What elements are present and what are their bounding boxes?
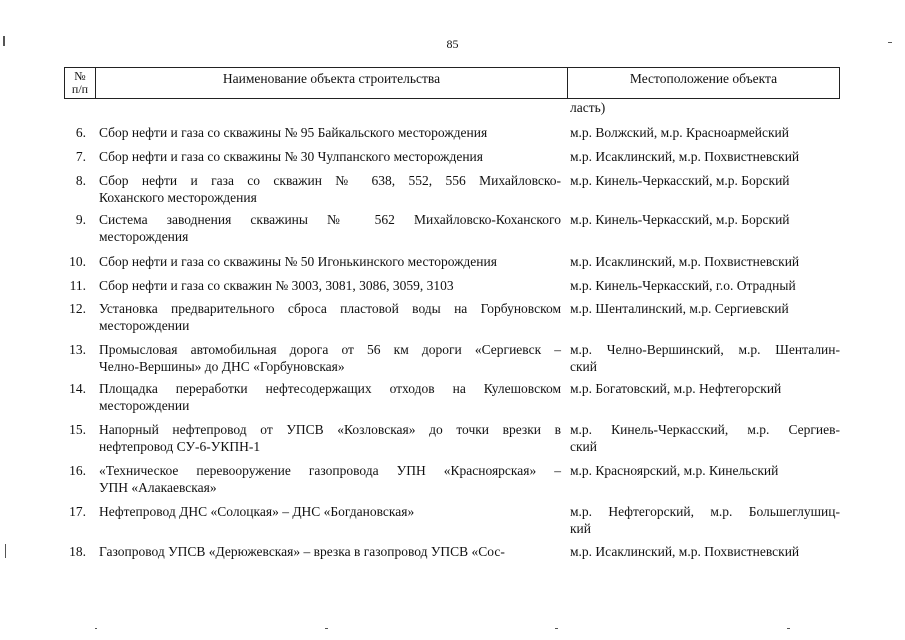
object-location bbox=[570, 422, 840, 455]
object-location-line: м.р. Исаклинский, м.р. Похвистневский bbox=[570, 149, 800, 164]
object-name bbox=[99, 125, 561, 142]
object-location bbox=[570, 544, 840, 561]
page-number: 85 bbox=[446, 37, 459, 51]
object-location-line: м.р. Исаклинский, м.р. Похвистневский bbox=[570, 254, 800, 269]
object-name-line: Нефтепровод ДНС «Солоцкая» – ДНС «Богдановская» bbox=[99, 504, 415, 519]
object-location bbox=[570, 504, 840, 537]
row-number: 15. bbox=[69, 422, 86, 437]
object-name-line: Установка предварительного сброса пластовой воды на Горбуновском bbox=[99, 301, 561, 316]
object-name bbox=[99, 504, 561, 521]
object-location-line: м.р. Кинель-Черкасский, м.р. Борский bbox=[570, 173, 790, 188]
object-name-line: нефтепровод СУ-6-УКПН-1 bbox=[99, 438, 261, 454]
object-location-line: м.р. Нефтегорский, м.р. Большеглушиц- bbox=[570, 504, 840, 519]
scan-mark bbox=[555, 628, 558, 629]
object-name bbox=[99, 381, 561, 414]
object-name bbox=[99, 301, 561, 334]
object-name bbox=[99, 149, 561, 166]
scan-mark bbox=[888, 42, 892, 43]
object-name-line: Сбор нефти и газа со скважин № 3003, 3081, 3086, 3059, 3103 bbox=[99, 278, 454, 293]
object-name bbox=[99, 463, 561, 496]
object-location-line: ский bbox=[570, 358, 597, 374]
object-name-line: месторождения bbox=[99, 228, 189, 244]
object-location bbox=[570, 342, 840, 375]
scan-mark bbox=[325, 628, 328, 629]
object-location-line: м.р. Шенталинский, м.р. Сергиевский bbox=[570, 301, 789, 316]
row-number: 16. bbox=[69, 463, 86, 478]
header-location-column: Местоположение объекта bbox=[629, 71, 778, 86]
object-name-line: месторождении bbox=[99, 397, 190, 413]
object-name-line: Коханского месторождения bbox=[99, 189, 257, 205]
object-location bbox=[570, 301, 840, 318]
object-name-line: Челно-Вершины» до ДНС «Горбуновская» bbox=[99, 358, 345, 374]
row-number: 8. bbox=[75, 173, 86, 188]
object-location-line: м.р. Кинель-Черкасский, м.р. Сергиев- bbox=[570, 422, 840, 437]
object-name bbox=[99, 422, 561, 455]
object-location-line: м.р. Кинель-Черкасский, м.р. Борский bbox=[570, 212, 790, 227]
table-header bbox=[64, 67, 840, 99]
object-name bbox=[99, 254, 561, 271]
continuation-text: ласть) bbox=[570, 100, 606, 115]
object-location-line: м.р. Богатовский, м.р. Нефтегорский bbox=[570, 381, 782, 396]
object-location bbox=[570, 149, 840, 166]
object-location bbox=[570, 254, 840, 271]
object-location-line: м.р. Красноярский, м.р. Кинельский bbox=[570, 463, 779, 478]
object-name-line: месторождении bbox=[99, 317, 190, 333]
object-name-line: Напорный нефтепровод от УПСВ «Козловская» до точки врезки в bbox=[99, 422, 561, 437]
object-name bbox=[99, 173, 561, 206]
row-number: 9. bbox=[75, 212, 86, 227]
object-name-line: Система заводнения скважины № 562 Михайловско-Коханского bbox=[99, 212, 561, 227]
object-name-line: Сбор нефти и газа со скважины № 50 Игонькинского месторождения bbox=[99, 254, 497, 269]
object-name bbox=[99, 278, 561, 295]
scan-mark bbox=[3, 36, 5, 46]
object-name bbox=[99, 544, 561, 561]
row-number: 17. bbox=[69, 504, 86, 519]
object-location-line: м.р. Исаклинский, м.р. Похвистневский bbox=[570, 544, 800, 559]
object-name-line: Газопровод УПСВ «Дерюжевская» – врезка в газопровод УПСВ «Сос- bbox=[99, 544, 505, 559]
header-number-label-sub: п/п bbox=[71, 82, 89, 96]
scan-mark bbox=[5, 544, 6, 558]
row-number: 12. bbox=[69, 301, 86, 316]
object-location bbox=[570, 278, 840, 295]
object-location bbox=[570, 125, 840, 142]
object-location bbox=[570, 463, 840, 480]
header-name-column: Наименование объекта строительства bbox=[96, 68, 568, 98]
object-name-line: Сбор нефти и газа со скважины № 95 Байкальского месторождения bbox=[99, 125, 488, 140]
object-location bbox=[570, 212, 840, 229]
scan-mark bbox=[787, 628, 790, 629]
object-location bbox=[570, 381, 840, 398]
scan-mark bbox=[95, 628, 97, 629]
row-number: 14. bbox=[69, 381, 86, 396]
object-location bbox=[570, 173, 840, 190]
object-name-line: УПН «Алакаевская» bbox=[99, 479, 217, 495]
object-name-line: Сбор нефти и газа со скважины № 30 Чулпанского месторождения bbox=[99, 149, 483, 164]
object-location-line: м.р. Волжский, м.р. Красноармейский bbox=[570, 125, 789, 140]
object-name-line: Площадка переработки нефтесодержащих отходов на Кулешовском bbox=[99, 381, 561, 396]
row-number: 13. bbox=[69, 342, 86, 357]
row-number: 11. bbox=[69, 278, 86, 293]
row-number: 18. bbox=[69, 544, 86, 559]
row-number: 7. bbox=[75, 149, 86, 164]
object-name bbox=[99, 212, 561, 245]
object-name-line: «Техническое перевооружение газопровода УПН «Красноярская» – bbox=[99, 463, 561, 478]
object-location-line: ский bbox=[570, 438, 597, 454]
header-number-column bbox=[65, 68, 96, 98]
object-location-line: м.р. Кинель-Черкасский, г.о. Отрадный bbox=[570, 278, 796, 293]
object-name bbox=[99, 342, 561, 375]
object-name-line: Промысловая автомобильная дорога от 56 км дороги «Сергиевск – bbox=[99, 342, 561, 357]
header-number-label: № bbox=[74, 69, 86, 83]
row-number: 6. bbox=[75, 125, 86, 140]
object-name-line: Сбор нефти и газа со скважин № 638, 552, 556 Михайловско- bbox=[99, 173, 561, 188]
object-location-line: кий bbox=[570, 520, 592, 536]
object-location-line: м.р. Челно-Вершинский, м.р. Шенталин- bbox=[570, 342, 840, 357]
row-number: 10. bbox=[69, 254, 86, 269]
